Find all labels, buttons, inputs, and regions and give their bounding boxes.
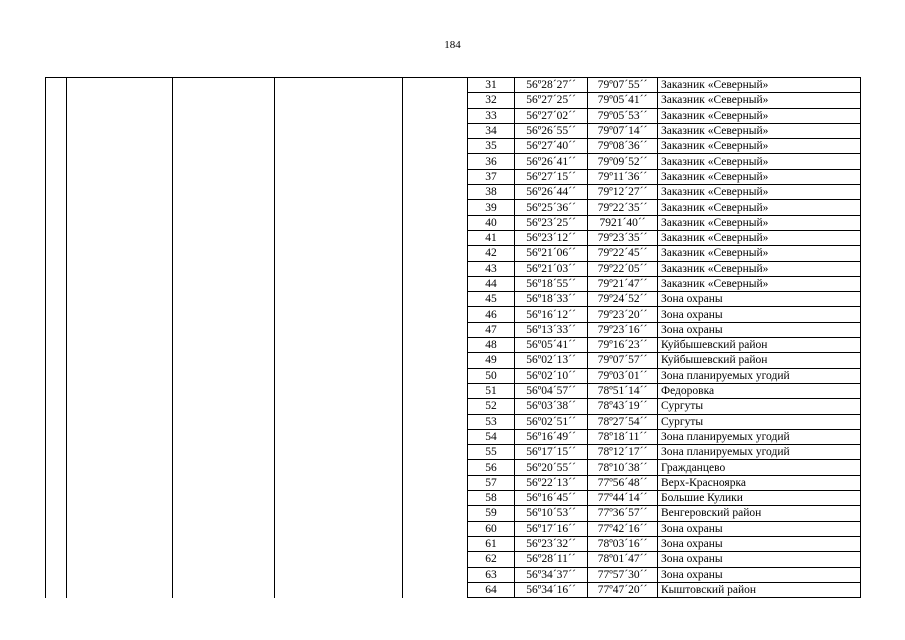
latitude-cell: 56º28´11´´ xyxy=(515,552,588,567)
latitude-cell: 56º26´44´´ xyxy=(515,185,588,200)
boundary-name-cell: Зона охраны xyxy=(658,536,861,551)
latitude-cell: 56º26´55´´ xyxy=(515,123,588,138)
longitude-cell: 79º03´01´´ xyxy=(588,368,658,383)
latitude-cell: 56º26´41´´ xyxy=(515,154,588,169)
longitude-cell: 78º03´16´´ xyxy=(588,536,658,551)
point-number-cell: 63 xyxy=(468,567,515,582)
longitude-cell: 79º07´55´´ xyxy=(588,78,658,93)
blank-column-cell xyxy=(67,78,173,598)
point-number-cell: 41 xyxy=(468,230,515,245)
boundary-name-cell: Зона планируемых угодий xyxy=(658,445,861,460)
point-number-cell: 43 xyxy=(468,261,515,276)
latitude-cell: 56º16´45´´ xyxy=(515,491,588,506)
boundary-name-cell: Заказник «Северный» xyxy=(658,215,861,230)
latitude-cell: 56º17´15´´ xyxy=(515,445,588,460)
boundary-name-cell: Заказник «Северный» xyxy=(658,139,861,154)
longitude-cell: 78º12´17´´ xyxy=(588,445,658,460)
boundary-name-cell: Зона охраны xyxy=(658,322,861,337)
longitude-cell: 78º10´38´´ xyxy=(588,460,658,475)
page-number: 184 xyxy=(444,39,461,51)
latitude-cell: 56º22´13´´ xyxy=(515,475,588,490)
boundary-name-cell: Заказник «Северный» xyxy=(658,276,861,291)
boundary-name-cell: Зона охраны xyxy=(658,567,861,582)
point-number-cell: 33 xyxy=(468,108,515,123)
latitude-cell: 56º23´32´´ xyxy=(515,536,588,551)
point-number-cell: 47 xyxy=(468,322,515,337)
latitude-cell: 56º05´41´´ xyxy=(515,338,588,353)
longitude-cell: 78º01´47´´ xyxy=(588,552,658,567)
boundary-name-cell: Большие Кулики xyxy=(658,491,861,506)
longitude-cell: 79º23´16´´ xyxy=(588,322,658,337)
longitude-cell: 79º08´36´´ xyxy=(588,139,658,154)
point-number-cell: 38 xyxy=(468,185,515,200)
boundary-name-cell: Заказник «Северный» xyxy=(658,93,861,108)
latitude-cell: 56º21´03´´ xyxy=(515,261,588,276)
boundary-name-cell: Заказник «Северный» xyxy=(658,108,861,123)
latitude-cell: 56º23´25´´ xyxy=(515,215,588,230)
longitude-cell: 7921´40´´ xyxy=(588,215,658,230)
point-number-cell: 32 xyxy=(468,93,515,108)
latitude-cell: 56º10´53´´ xyxy=(515,506,588,521)
boundary-name-cell: Зона охраны xyxy=(658,521,861,536)
latitude-cell: 56º02´13´´ xyxy=(515,353,588,368)
latitude-cell: 56º27´15´´ xyxy=(515,169,588,184)
boundary-name-cell: Заказник «Северный» xyxy=(658,185,861,200)
boundary-name-cell: Куйбышевский район xyxy=(658,338,861,353)
point-number-cell: 37 xyxy=(468,169,515,184)
boundary-name-cell: Зона планируемых угодий xyxy=(658,368,861,383)
latitude-cell: 56º02´10´´ xyxy=(515,368,588,383)
boundary-name-cell: Гражданцево xyxy=(658,460,861,475)
boundary-name-cell: Зона охраны xyxy=(658,552,861,567)
latitude-cell: 56º04´57´´ xyxy=(515,383,588,398)
longitude-cell: 79º12´27´´ xyxy=(588,185,658,200)
longitude-cell: 77º56´48´´ xyxy=(588,475,658,490)
boundary-name-cell: Куйбышевский район xyxy=(658,353,861,368)
boundary-name-cell: Заказник «Северный» xyxy=(658,123,861,138)
boundary-name-cell: Федоровка xyxy=(658,383,861,398)
boundary-name-cell: Заказник «Северный» xyxy=(658,154,861,169)
latitude-cell: 56º27´40´´ xyxy=(515,139,588,154)
boundary-name-cell: Заказник «Северный» xyxy=(658,246,861,261)
longitude-cell: 79º09´52´´ xyxy=(588,154,658,169)
latitude-cell: 56º23´12´´ xyxy=(515,230,588,245)
blank-column-cell xyxy=(173,78,275,598)
blank-column-cell xyxy=(275,78,403,598)
point-number-cell: 49 xyxy=(468,353,515,368)
boundary-name-cell: Сургуты xyxy=(658,414,861,429)
longitude-cell: 77º36´57´´ xyxy=(588,506,658,521)
longitude-cell: 77º44´14´´ xyxy=(588,491,658,506)
latitude-cell: 56º18´55´´ xyxy=(515,276,588,291)
latitude-cell: 56º13´33´´ xyxy=(515,322,588,337)
table-body xyxy=(46,78,861,598)
latitude-cell: 56º27´02´´ xyxy=(515,108,588,123)
boundary-name-cell: Кыштовский район xyxy=(658,582,861,597)
longitude-cell: 78º43´19´´ xyxy=(588,399,658,414)
point-number-cell: 55 xyxy=(468,445,515,460)
longitude-cell: 78º51´14´´ xyxy=(588,383,658,398)
latitude-cell: 56º02´51´´ xyxy=(515,414,588,429)
longitude-cell: 79º21´47´´ xyxy=(588,276,658,291)
latitude-cell: 56º16´12´´ xyxy=(515,307,588,322)
longitude-cell: 79º22´45´´ xyxy=(588,246,658,261)
point-number-cell: 64 xyxy=(468,582,515,597)
longitude-cell: 79º05´53´´ xyxy=(588,108,658,123)
table-row xyxy=(46,78,861,93)
boundary-name-cell: Зона охраны xyxy=(658,292,861,307)
point-number-cell: 57 xyxy=(468,475,515,490)
longitude-cell: 79º11´36´´ xyxy=(588,169,658,184)
latitude-cell: 56º34´37´´ xyxy=(515,567,588,582)
longitude-cell: 79º24´52´´ xyxy=(588,292,658,307)
point-number-cell: 50 xyxy=(468,368,515,383)
latitude-cell: 56º16´49´´ xyxy=(515,429,588,444)
longitude-cell: 77º42´16´´ xyxy=(588,521,658,536)
point-number-cell: 35 xyxy=(468,139,515,154)
point-number-cell: 31 xyxy=(468,78,515,93)
point-number-cell: 60 xyxy=(468,521,515,536)
boundary-name-cell: Заказник «Северный» xyxy=(658,230,861,245)
latitude-cell: 56º20´55´´ xyxy=(515,460,588,475)
point-number-cell: 44 xyxy=(468,276,515,291)
longitude-cell: 79º23´35´´ xyxy=(588,230,658,245)
latitude-cell: 56º03´38´´ xyxy=(515,399,588,414)
boundary-name-cell: Верх-Красноярка xyxy=(658,475,861,490)
point-number-cell: 59 xyxy=(468,506,515,521)
boundary-name-cell: Зона планируемых угодий xyxy=(658,429,861,444)
point-number-cell: 51 xyxy=(468,383,515,398)
boundary-name-cell: Сургуты xyxy=(658,399,861,414)
longitude-cell: 79º22´35´´ xyxy=(588,200,658,215)
boundary-name-cell: Зона охраны xyxy=(658,307,861,322)
point-number-cell: 36 xyxy=(468,154,515,169)
latitude-cell: 56º27´25´´ xyxy=(515,93,588,108)
longitude-cell: 77º57´30´´ xyxy=(588,567,658,582)
longitude-cell: 79º07´14´´ xyxy=(588,123,658,138)
point-number-cell: 45 xyxy=(468,292,515,307)
latitude-cell: 56º25´36´´ xyxy=(515,200,588,215)
boundary-name-cell: Венгеровский район xyxy=(658,506,861,521)
point-number-cell: 48 xyxy=(468,338,515,353)
latitude-cell: 56º34´16´´ xyxy=(515,582,588,597)
point-number-cell: 52 xyxy=(468,399,515,414)
longitude-cell: 79º07´57´´ xyxy=(588,353,658,368)
boundary-name-cell: Заказник «Северный» xyxy=(658,78,861,93)
point-number-cell: 53 xyxy=(468,414,515,429)
point-number-cell: 34 xyxy=(468,123,515,138)
longitude-cell: 78º18´11´´ xyxy=(588,429,658,444)
boundary-name-cell: Заказник «Северный» xyxy=(658,200,861,215)
longitude-cell: 79º05´41´´ xyxy=(588,93,658,108)
blank-column-cell xyxy=(403,78,468,598)
latitude-cell: 56º18´33´´ xyxy=(515,292,588,307)
blank-column-cell xyxy=(46,78,67,598)
point-number-cell: 39 xyxy=(468,200,515,215)
point-number-cell: 46 xyxy=(468,307,515,322)
longitude-cell: 79º16´23´´ xyxy=(588,338,658,353)
point-number-cell: 40 xyxy=(468,215,515,230)
coordinates-table xyxy=(45,77,861,598)
point-number-cell: 58 xyxy=(468,491,515,506)
point-number-cell: 42 xyxy=(468,246,515,261)
point-number-cell: 54 xyxy=(468,429,515,444)
point-number-cell: 61 xyxy=(468,536,515,551)
latitude-cell: 56º17´16´´ xyxy=(515,521,588,536)
longitude-cell: 77º47´20´´ xyxy=(588,582,658,597)
longitude-cell: 79º23´20´´ xyxy=(588,307,658,322)
point-number-cell: 62 xyxy=(468,552,515,567)
boundary-name-cell: Заказник «Северный» xyxy=(658,169,861,184)
latitude-cell: 56º28´27´´ xyxy=(515,78,588,93)
boundary-name-cell: Заказник «Северный» xyxy=(658,261,861,276)
longitude-cell: 78º27´54´´ xyxy=(588,414,658,429)
latitude-cell: 56º21´06´´ xyxy=(515,246,588,261)
longitude-cell: 79º22´05´´ xyxy=(588,261,658,276)
point-number-cell: 56 xyxy=(468,460,515,475)
